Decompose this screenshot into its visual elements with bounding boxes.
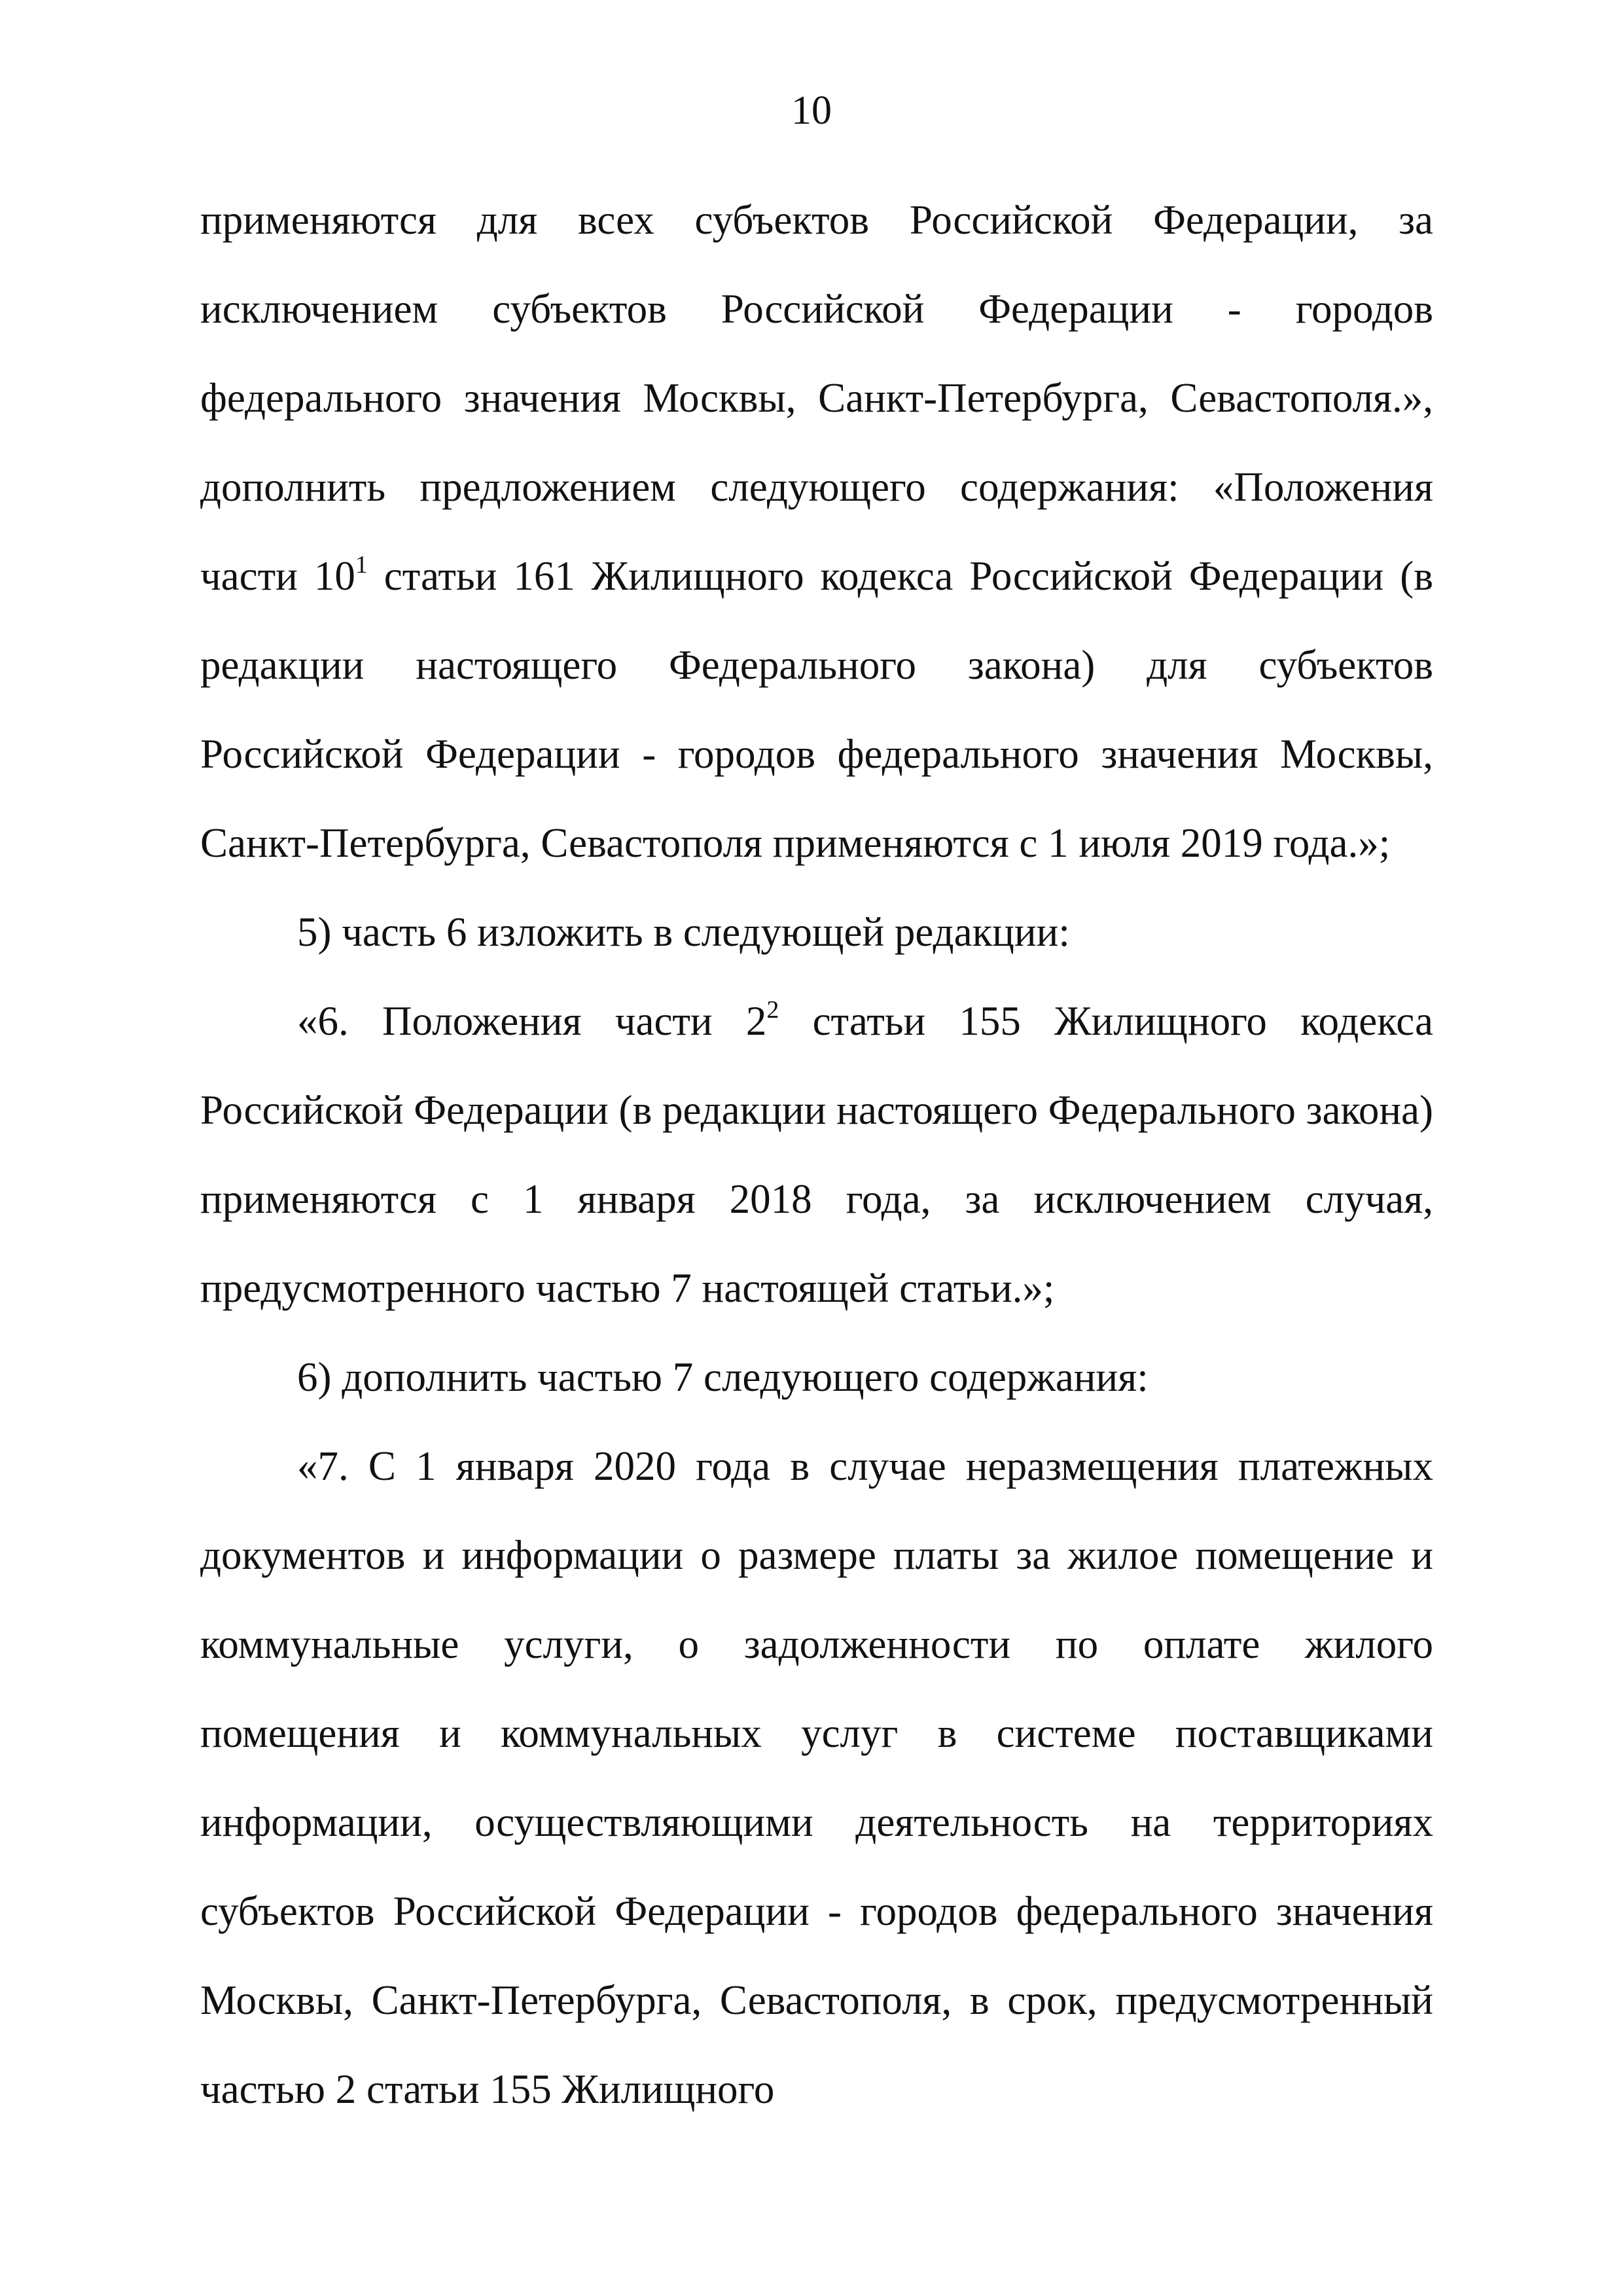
paragraph-1-text-a: применяются для всех субъектов Российской Федерации, за исключением субъектов Российской Федерации - городов федерального значения Москвы, Санкт-Петербурга, Севастополя.», дополнить предложением следующего содержания: «Положения части 10: [200, 197, 1433, 599]
paragraph-5: [200, 1422, 1433, 2134]
superscript-2: 2: [766, 996, 779, 1024]
paragraph-5-text: «7. С 1 января 2020 года в случае неразмещения платежных документов и информации о размере платы за жилое помещение и коммунальные услуги, о задолженности по оплате жилого помещения и коммунальных услуг в системе поставщиками информации, осуществляющими деятельность на территориях субъектов Российской Федерации - городов федерального значения Москвы, Санкт-Петербурга, Севастополя, в срок, предусмотренный частью 2 статьи 155 Жилищного: [200, 1443, 1433, 2112]
paragraph-4-text: 6) дополнить частью 7 следующего содержания:: [297, 1354, 1149, 1400]
paragraph-3: [200, 977, 1433, 1333]
paragraph-1-text-b: статьи 161 Жилищного кодекса Российской Федерации (в редакции настоящего Федерального закона) для субъектов Российской Федерации - городов федерального значения Москвы, Санкт-Петербурга, Севастополя применяются с 1 июля 2019 года.»;: [200, 553, 1434, 866]
paragraph-2: [200, 888, 1433, 977]
document-body: [200, 175, 1433, 2134]
superscript-1: 1: [355, 551, 368, 579]
page-number: 10: [791, 88, 832, 133]
paragraph-4: [200, 1333, 1433, 1422]
paragraph-3-text-a: «6. Положения части 2: [297, 998, 767, 1044]
paragraph-2-text: 5) часть 6 изложить в следующей редакции:: [297, 909, 1070, 955]
paragraph-3-text-b: статьи 155 Жилищного кодекса Российской Федерации (в редакции настоящего Федерального закона) применяются с 1 января 2018 года, за исключением случая, предусмотренного частью 7 настоящей статьи.»;: [200, 998, 1434, 1311]
paragraph-1: [200, 175, 1433, 888]
